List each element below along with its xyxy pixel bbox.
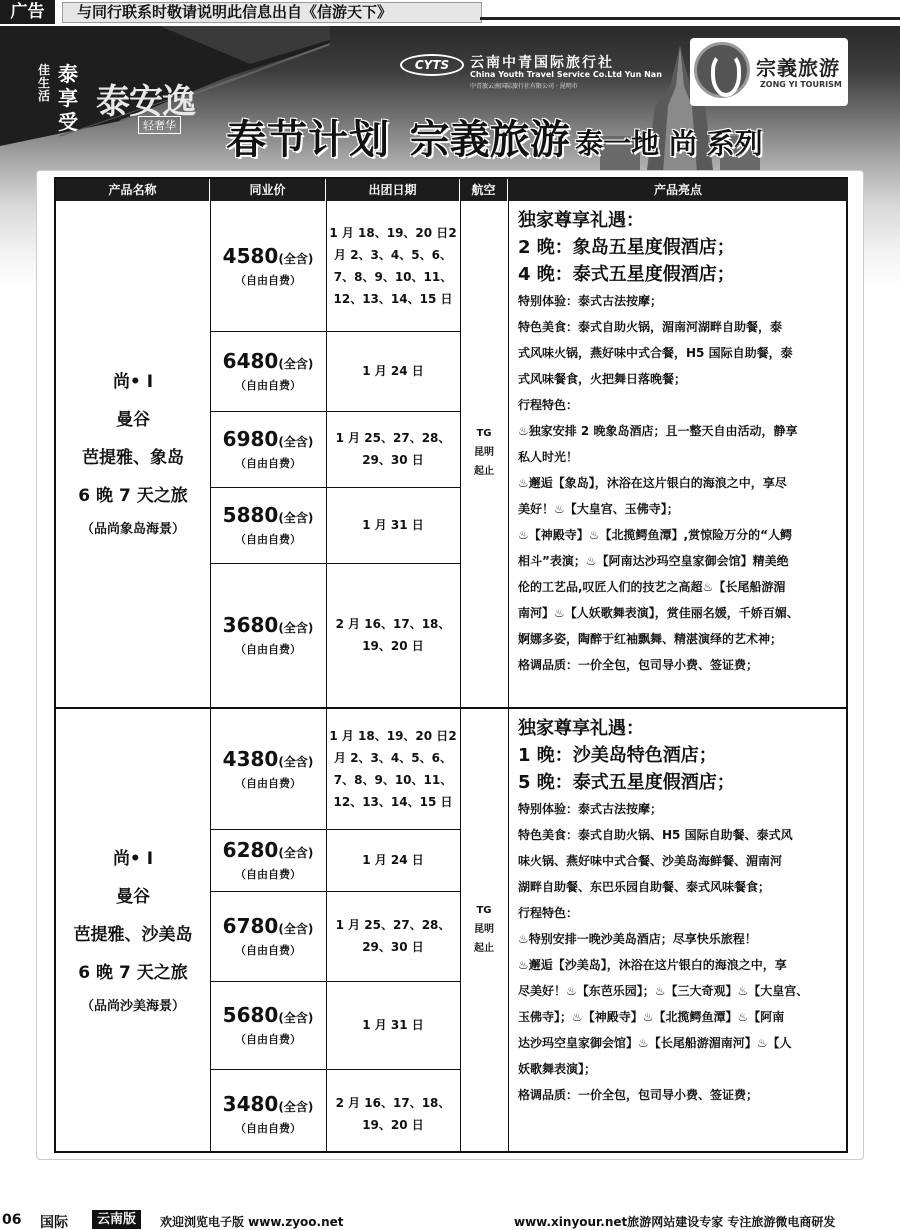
title-part-plan: 春节计划 bbox=[226, 117, 390, 163]
footer-section: 国际 bbox=[40, 1215, 68, 1230]
date-line: 1 月 25、27、28、 bbox=[335, 918, 451, 932]
ad-bar bbox=[0, 0, 900, 26]
source-notice: 与同行联系时敬请说明此信息出自《信游天下》 bbox=[62, 2, 482, 23]
highlight-line: 南河】♨【人妖歌舞表演】，赏佳丽名媛，千娇百媚、 bbox=[518, 606, 799, 620]
highlight-line: 格调品质：一价全包，包司导小费、签证费； bbox=[518, 658, 759, 672]
date-line: 1 月 25、27、28、 bbox=[335, 431, 451, 445]
date-lines bbox=[326, 222, 460, 310]
highlight-line: ♨邂逅【沙美岛】，沐浴在这片银白的海浪之中，享 bbox=[518, 958, 787, 972]
price-note: （自由自费） bbox=[235, 274, 301, 287]
departure-dates bbox=[326, 563, 460, 707]
price-inclusive: (全含) bbox=[278, 621, 314, 635]
departure-dates bbox=[326, 981, 460, 1069]
date-line: 1 月 31 日 bbox=[362, 1018, 424, 1032]
date-line: 2 月 16、17、18、 bbox=[335, 1096, 451, 1110]
airline-line: 昆明 bbox=[474, 447, 494, 458]
airline-line: 起止 bbox=[474, 943, 494, 954]
footer-edition-badge: 云南版 bbox=[92, 1210, 141, 1229]
date-lines bbox=[326, 613, 460, 657]
highlight-line: 尽美好！♨【东芭乐园】；♨【三大奇观】♨【大皇宫、 bbox=[518, 984, 809, 998]
page-title bbox=[226, 108, 763, 165]
price-amount: 5680 bbox=[222, 1003, 279, 1027]
date-line: 29、30 日 bbox=[362, 453, 424, 467]
price-inclusive: (全含) bbox=[278, 511, 314, 525]
price-inclusive: (全含) bbox=[278, 846, 314, 860]
product-code: 尚• I bbox=[112, 372, 154, 392]
highlight-line: 特色美食：泰式自助火锅、H5 国际自助餐、泰式风 bbox=[518, 828, 793, 842]
price-note: （自由自费） bbox=[235, 1033, 301, 1046]
product-table bbox=[54, 177, 848, 1153]
price-cell bbox=[210, 1069, 326, 1159]
highlight-line: 达沙玛空皇家御会馆】♨【长尾船游湄南河】♨【人 bbox=[518, 1036, 792, 1050]
price-inclusive: (全含) bbox=[278, 357, 314, 371]
product-note: （品尚沙美海景） bbox=[80, 999, 185, 1014]
price-cell bbox=[210, 709, 326, 829]
price-cell bbox=[210, 563, 326, 707]
airline-line: 昆明 bbox=[474, 924, 494, 935]
header-dates: 出团日期 bbox=[326, 179, 460, 201]
column-divider bbox=[508, 201, 509, 1153]
product-name-cell bbox=[56, 201, 210, 707]
ad-label: 广告 bbox=[0, 0, 55, 24]
price-amount: 4380 bbox=[222, 747, 279, 771]
price-amount: 6280 bbox=[222, 838, 279, 862]
product-name-cell bbox=[56, 709, 210, 1153]
highlight-line: 特别体验：泰式古法按摩； bbox=[518, 294, 663, 308]
cyts-fine-print: 中青旅云南国际旅行社有限公司 · 昆明市 bbox=[470, 83, 578, 90]
price-value bbox=[210, 747, 326, 771]
price-note: （自由自费） bbox=[235, 643, 301, 656]
header-price: 同业价 bbox=[210, 179, 326, 201]
title-part-brand: 宗義旅游 bbox=[409, 117, 570, 163]
departure-dates bbox=[326, 201, 460, 331]
zongyi-logo bbox=[690, 38, 848, 106]
price-value bbox=[210, 503, 326, 527]
date-line: 12、13、14、15 日 bbox=[333, 795, 453, 809]
price-value bbox=[210, 838, 326, 862]
product-name-line: 6 晚 7 天之旅 bbox=[78, 963, 188, 983]
price-amount: 6480 bbox=[222, 349, 279, 373]
date-line: 2 月 2、3、4、5、6、 bbox=[334, 729, 457, 765]
price-value bbox=[210, 914, 326, 938]
airline-line: 起止 bbox=[474, 466, 494, 477]
price-inclusive: (全含) bbox=[278, 922, 314, 936]
logo-sub: 轻奢华 bbox=[138, 116, 181, 134]
date-lines bbox=[326, 1092, 460, 1136]
price-inclusive: (全含) bbox=[278, 1011, 314, 1025]
price-cell bbox=[210, 891, 326, 981]
page-number: 06 bbox=[2, 1212, 22, 1228]
highlight-headline: 5 晚：泰式五星度假酒店； bbox=[518, 772, 735, 793]
highlight-line: 格调品质：一价全包，包司导小费、签证费； bbox=[518, 1088, 759, 1102]
cyts-mark-icon: CYTS bbox=[400, 54, 464, 76]
airline-cell bbox=[460, 901, 508, 958]
price-inclusive: (全含) bbox=[278, 252, 314, 266]
zongyi-name: 宗義旅游 bbox=[756, 56, 840, 80]
price-note: （自由自费） bbox=[235, 1122, 301, 1135]
price-cell bbox=[210, 829, 326, 891]
logo-tagline: 泰享受 bbox=[58, 62, 79, 134]
product-highlights bbox=[518, 715, 844, 1108]
header-product-name: 产品名称 bbox=[56, 179, 210, 201]
zongyi-name-en: ZONG YI TOURISM bbox=[760, 80, 842, 89]
date-line: 2 月 2、3、4、5、6、 bbox=[334, 226, 457, 262]
footprint-icon bbox=[694, 42, 750, 98]
highlight-line: 相斗”表演；♨【阿南达沙玛空皇家御会馆】精美绝 bbox=[518, 554, 789, 568]
date-line: 7、8、9、10、11、 bbox=[333, 270, 453, 284]
date-line: 29、30 日 bbox=[362, 940, 424, 954]
logo-brand: 泰安逸 bbox=[96, 82, 195, 122]
departure-dates bbox=[326, 1069, 460, 1159]
highlight-line: 妖歌舞表演】； bbox=[518, 1062, 597, 1076]
date-line: 1 月 24 日 bbox=[362, 364, 424, 378]
price-amount: 6780 bbox=[222, 914, 279, 938]
price-inclusive: (全含) bbox=[278, 1100, 314, 1114]
cyts-name-en: China Youth Travel Service Co.Ltd Yun Nan bbox=[470, 70, 662, 79]
highlight-line: ♨邂逅【象岛】，沐浴在这片银白的海浪之中，享尽 bbox=[518, 476, 787, 490]
header-airline: 航空 bbox=[460, 179, 508, 201]
highlight-line: 私人时光！ bbox=[518, 450, 579, 464]
highlight-line: 玉佛寺】；♨【神殿寺】♨【北揽鳄鱼潭】♨【阿南 bbox=[518, 1010, 785, 1024]
price-note: （自由自费） bbox=[235, 944, 301, 957]
price-value bbox=[210, 613, 326, 637]
highlight-line: 湖畔自助餐、东巴乐园自助餐、泰式风味餐食； bbox=[518, 880, 771, 894]
highlight-headline: 2 晚：象岛五星度假酒店； bbox=[518, 237, 735, 258]
highlight-line: 行程特色： bbox=[518, 906, 579, 920]
highlight-line: 特色美食：泰式自助火锅，湄南河湖畔自助餐，泰 bbox=[518, 320, 783, 334]
highlight-line: ♨【神殿寺】♨【北揽鳄鱼潭】,赏惊险万分的“人鳄 bbox=[518, 528, 792, 542]
highlight-headline: 独家尊享礼遇： bbox=[518, 718, 644, 739]
logo-vertical-text: 佳生活 bbox=[37, 63, 50, 103]
price-note: （自由自费） bbox=[235, 777, 301, 790]
highlight-line: ♨特别安排一晚沙美岛酒店；尽享快乐旅程！ bbox=[518, 932, 757, 946]
departure-dates bbox=[326, 411, 460, 487]
highlight-line: 味火锅、燕好味中式合餐、沙美岛海鲜餐、湄南河 bbox=[518, 854, 783, 868]
price-value bbox=[210, 1092, 326, 1116]
product-name-line: 芭提雅、沙美岛 bbox=[73, 925, 193, 945]
highlight-headline: 1 晚：沙美岛特色酒店； bbox=[518, 745, 717, 766]
price-amount: 3680 bbox=[222, 613, 279, 637]
price-cell bbox=[210, 487, 326, 563]
product-highlights bbox=[518, 207, 844, 678]
departure-dates bbox=[326, 487, 460, 563]
footer-right-link: www.xinyour.net旅游网站建设专家 专注旅游微电商研发 bbox=[514, 1215, 836, 1229]
page-footer bbox=[0, 1209, 900, 1230]
title-part-series: 泰一地 尚 系列 bbox=[575, 127, 763, 160]
column-divider bbox=[460, 201, 461, 1153]
departure-dates bbox=[326, 891, 460, 981]
product-name-line: 曼谷 bbox=[116, 887, 150, 907]
date-lines bbox=[362, 514, 424, 536]
date-lines bbox=[362, 360, 424, 382]
date-line: 1 月 24 日 bbox=[362, 853, 424, 867]
highlight-line: 式风味火锅，燕好味中式合餐，H5 国际自助餐，泰 bbox=[518, 346, 793, 360]
price-cell bbox=[210, 411, 326, 487]
departure-dates bbox=[326, 709, 460, 829]
highlight-line: ♨独家安排 2 晚象岛酒店；且一整天自由活动，静享 bbox=[518, 424, 798, 438]
price-note: （自由自费） bbox=[235, 868, 301, 881]
footer-left-link: 欢迎浏览电子版 www.zyoo.net bbox=[160, 1215, 344, 1229]
product-name-line: 6 晚 7 天之旅 bbox=[78, 486, 188, 506]
price-inclusive: (全含) bbox=[278, 435, 314, 449]
highlight-headline: 独家尊享礼遇： bbox=[518, 210, 644, 231]
departure-dates bbox=[326, 829, 460, 891]
product-code: 尚• I bbox=[112, 849, 154, 869]
airline-line: TG bbox=[476, 428, 492, 439]
price-amount: 5880 bbox=[222, 503, 279, 527]
price-amount: 4580 bbox=[222, 244, 279, 268]
date-line: 19、20 日 bbox=[362, 1118, 424, 1132]
price-note: （自由自费） bbox=[235, 457, 301, 470]
price-amount: 3480 bbox=[222, 1092, 279, 1116]
price-cell bbox=[210, 331, 326, 411]
price-inclusive: (全含) bbox=[278, 755, 314, 769]
product-name-line: 芭提雅、象岛 bbox=[82, 448, 184, 468]
cyts-name-cn: 云南中青国际旅行社 bbox=[470, 55, 614, 71]
price-value bbox=[210, 349, 326, 373]
date-line: 7、8、9、10、11、 bbox=[333, 773, 453, 787]
highlight-line: 特别体验：泰式古法按摩； bbox=[518, 802, 663, 816]
date-line: 19、20 日 bbox=[362, 639, 424, 653]
highlight-headline: 4 晚：泰式五星度假酒店； bbox=[518, 264, 735, 285]
highlight-line: 婀娜多姿，陶醉于红袖飘舞、精湛演绎的艺术神； bbox=[518, 632, 783, 646]
date-line: 1 月 18、19、20 日 bbox=[329, 226, 449, 240]
price-value bbox=[210, 244, 326, 268]
date-line: 1 月 18、19、20 日 bbox=[329, 729, 449, 743]
header-rule bbox=[480, 17, 900, 20]
cyts-agency-logo bbox=[400, 52, 690, 92]
product-name-line: 曼谷 bbox=[116, 410, 150, 430]
date-lines bbox=[362, 1014, 424, 1036]
price-cell bbox=[210, 201, 326, 331]
date-lines bbox=[326, 427, 460, 471]
departure-dates bbox=[326, 331, 460, 411]
date-line: 12、13、14、15 日 bbox=[333, 292, 453, 306]
airline-cell bbox=[460, 424, 508, 481]
highlight-line: 式风味餐食，火把舞日落晚餐； bbox=[518, 372, 687, 386]
date-line: 2 月 16、17、18、 bbox=[335, 617, 451, 631]
product-note: （品尚象岛海景） bbox=[80, 522, 185, 537]
highlight-line: 美好！♨【大皇宫、玉佛寺】； bbox=[518, 502, 679, 516]
highlight-line: 行程特色： bbox=[518, 398, 579, 412]
price-cell bbox=[210, 981, 326, 1069]
airline-line: TG bbox=[476, 905, 492, 916]
highlight-line: 伦的工艺品,叹匠人们的技艺之高超♨【长尾船游湄 bbox=[518, 580, 786, 594]
price-note: （自由自费） bbox=[235, 379, 301, 392]
date-line: 1 月 31 日 bbox=[362, 518, 424, 532]
date-lines bbox=[326, 914, 460, 958]
price-value bbox=[210, 1003, 326, 1027]
date-lines bbox=[362, 849, 424, 871]
thai-series-logo bbox=[30, 60, 230, 134]
price-note: （自由自费） bbox=[235, 533, 301, 546]
price-value bbox=[210, 427, 326, 451]
price-amount: 6980 bbox=[222, 427, 279, 451]
header-highlights: 产品亮点 bbox=[508, 179, 848, 201]
date-lines bbox=[326, 725, 460, 813]
